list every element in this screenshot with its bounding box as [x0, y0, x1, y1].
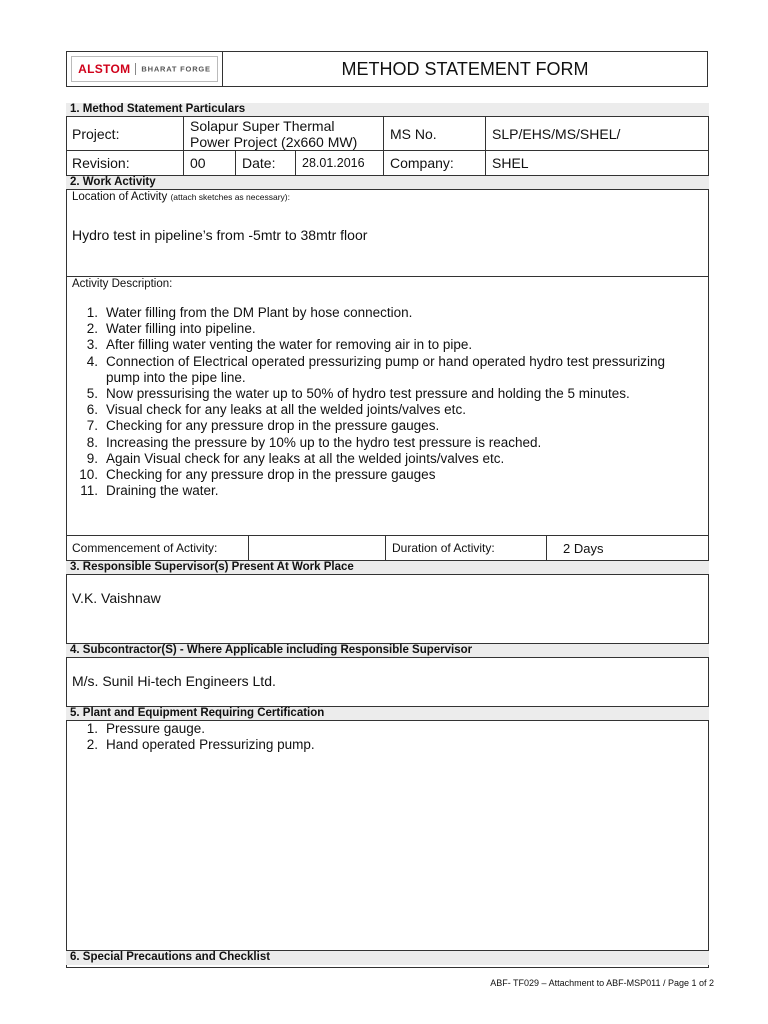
section-3-heading: 3. Responsible Supervisor(s) Present At Work Place [66, 561, 709, 575]
project-value-line1: Solapur Super Thermal [190, 118, 335, 134]
list-item-text: Again Visual check for any leaks at all the welded joints/valves etc. [106, 450, 505, 466]
date-label: Date: [236, 151, 296, 175]
equipment-block [66, 721, 709, 951]
list-item [68, 721, 668, 737]
list-item [68, 737, 668, 753]
date-value: 28.01.2016 [296, 151, 384, 175]
duration-label: Duration of Activity: [386, 536, 547, 560]
form-title: METHOD STATEMENT FORM [341, 58, 589, 79]
supervisor-block [66, 575, 709, 644]
list-item-number: 6. [86, 402, 98, 418]
list-item-number: 1. [86, 305, 98, 320]
duration-value: 2 Days [563, 540, 604, 556]
page-footer: ABF- TF029 – Attachment to ABF-MSP011 / Page 1 of 2 [490, 978, 714, 988]
list-item-text: Pressure gauge. [106, 721, 206, 736]
list-item-text: Visual check for any leaks at all the welded joints/valves etc. [106, 402, 466, 418]
list-item [68, 402, 668, 418]
list-item-number: 1. [86, 721, 98, 736]
list-item [68, 386, 668, 402]
company-label: Company: [384, 151, 486, 175]
commencement-value [249, 536, 386, 560]
ms-no-label: MS No. [384, 117, 486, 150]
commencement-label: Commencement of Activity: [66, 536, 249, 560]
section-2-heading: 2. Work Activity [66, 176, 709, 190]
list-item-number: 7. [86, 418, 98, 434]
project-value-line2: Power Project (2x660 MW) [190, 134, 358, 150]
section-6-heading: 6. Special Precautions and Checklist [66, 951, 709, 965]
list-item-number: 4. [86, 353, 98, 369]
project-row [66, 117, 709, 151]
list-item-number: 5. [86, 386, 98, 402]
list-item-number: 10. [79, 467, 98, 483]
logo-area [67, 52, 223, 86]
list-item-text: Checking for any pressure drop in the pressure gauges. [106, 418, 440, 434]
company-value: SHEL [492, 155, 529, 171]
list-item-text: Checking for any pressure drop in the pressure gauges [106, 467, 436, 483]
supervisor-value: V.K. Vaishnaw [72, 590, 161, 606]
list-item [68, 435, 668, 451]
list-item [68, 305, 668, 321]
logo-brand: ALSTOM [78, 62, 131, 76]
activity-steps-list [68, 305, 668, 499]
list-item [68, 418, 668, 434]
list-item [68, 321, 668, 337]
list-item-text: Draining the water. [106, 483, 219, 499]
revision-row [66, 151, 709, 176]
list-item-number: 9. [86, 450, 98, 466]
commencement-row [66, 536, 709, 561]
list-item-number: 11. [80, 483, 98, 499]
list-item-text: Water filling into pipeline. [106, 321, 256, 337]
section-5-heading: 5. Plant and Equipment Requiring Certification [66, 707, 709, 721]
list-item-text: After filling water venting the water for removing air in to pipe. [106, 337, 473, 353]
revision-value: 00 [184, 151, 236, 175]
list-item-number: 2. [86, 321, 98, 337]
list-item-text: Increasing the pressure by 10% up to the hydro test pressure is reached. [106, 434, 542, 450]
subcontractor-value: M/s. Sunil Hi-tech Engineers Ltd. [72, 673, 276, 689]
list-item-text: Now pressurising the water up to 50% of hydro test pressure and holding the 5 minutes. [106, 386, 630, 402]
section-1-heading: 1. Method Statement Particulars [66, 103, 709, 117]
logo-partner: BHARAT FORGE [141, 64, 211, 74]
list-item [68, 354, 668, 386]
project-value [184, 117, 384, 150]
list-item [68, 337, 668, 353]
list-item-number: 2. [86, 737, 98, 753]
project-label: Project: [66, 117, 184, 150]
company-logo [71, 56, 218, 82]
activity-description-block [66, 277, 709, 536]
list-item-number: 3. [86, 337, 98, 353]
location-block [66, 190, 709, 277]
activity-description-label: Activity Description: [72, 278, 173, 290]
subcontractor-block [66, 658, 709, 707]
location-label: Location of Activity [72, 191, 168, 203]
ms-no-value: SLP/EHS/MS/SHEL/ [492, 125, 621, 142]
list-item-text: Water filling from the DM Plant by hose connection. [106, 305, 413, 320]
location-note: (attach sketches as necessary): [170, 192, 290, 202]
location-value: Hydro test in pipeline’s from -5mtr to 38mtr floor [72, 227, 368, 243]
list-item-text: Connection of Electrical operated pressurizing pump or hand operated hydro test pressurizing pump into the pipe line. [106, 353, 666, 385]
list-item [68, 483, 668, 499]
list-item-text: Hand operated Pressurizing pump. [106, 737, 315, 753]
revision-label: Revision: [66, 151, 184, 175]
location-label-line [72, 191, 290, 203]
list-item [68, 451, 668, 467]
list-item-number: 8. [86, 434, 98, 450]
form-header [66, 51, 708, 87]
section-4-heading: 4. Subcontractor(S) - Where Applicable including Responsible Supervisor [66, 644, 709, 658]
list-item [68, 467, 668, 483]
equipment-list [68, 721, 668, 753]
